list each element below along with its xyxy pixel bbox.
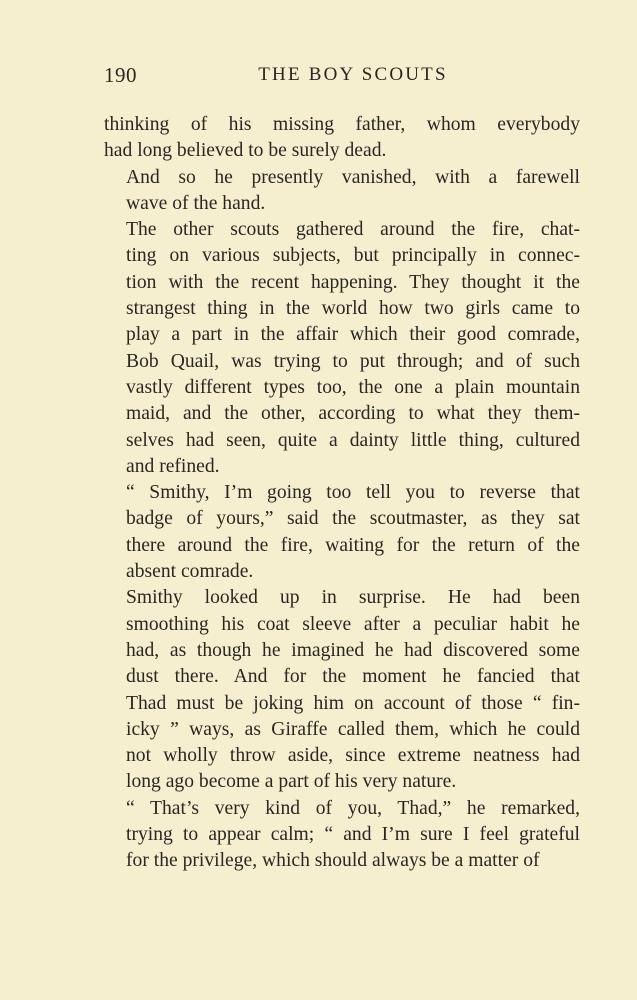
text-line: thinking of his missing father, whom everybody bbox=[104, 114, 580, 135]
text-line: “ That’s very kind of you, Thad,” he remarked, bbox=[126, 797, 580, 819]
paragraph bbox=[104, 165, 580, 218]
running-head: THE BOY SCOUTS bbox=[258, 64, 448, 85]
paragraph bbox=[104, 480, 580, 585]
text-line: tion with the recent happening. They thought it the bbox=[126, 271, 580, 293]
text-line: Bob Quail, was trying to put through; and of such bbox=[126, 350, 580, 372]
text-line: strangest thing in the world how two girls came to bbox=[126, 298, 580, 320]
text-line: The other scouts gathered around the fire, chat- bbox=[126, 219, 580, 241]
text-line: play a part in the affair which their good comrade, bbox=[126, 324, 580, 346]
text-line: And so he presently vanished, with a farewell bbox=[126, 166, 580, 188]
text-line: not wholly throw aside, since extreme neatness had bbox=[126, 745, 580, 767]
text-line: wave of the hand. bbox=[126, 192, 266, 214]
page-number: 190 bbox=[104, 63, 137, 87]
text-line: icky ” ways, as Giraffe called them, which he could bbox=[126, 718, 580, 740]
text-line: smoothing his coat sleeve after a peculiar habit he bbox=[126, 613, 580, 635]
text-line: trying to appear calm; “ and I’m sure I feel grateful bbox=[126, 824, 580, 846]
text-line: badge of yours,” said the scoutmaster, as they sat bbox=[126, 508, 580, 530]
text-line: had, as though he imagined he had discovered some bbox=[126, 639, 580, 661]
text-line: selves had seen, quite a dainty little thing, cultured bbox=[126, 429, 580, 451]
text-line: Thad must be joking him on account of those “ fin- bbox=[126, 692, 580, 714]
body-text bbox=[104, 112, 580, 875]
page-header bbox=[104, 63, 580, 93]
paragraph bbox=[104, 585, 580, 795]
text-line: for the privilege, which should always be a matter of bbox=[126, 850, 540, 872]
text-line: Smithy looked up in surprise. He had been bbox=[126, 587, 580, 609]
text-line: long ago become a part of his very nature. bbox=[126, 771, 457, 793]
paragraph bbox=[104, 112, 580, 165]
text-line: there around the fire, waiting for the return of the bbox=[126, 534, 580, 556]
text-line: vastly different types too, the one a plain mountain bbox=[126, 376, 580, 398]
text-line: “ Smithy, I’m going too tell you to reverse that bbox=[126, 482, 580, 504]
text-line: maid, and the other, according to what they them- bbox=[126, 403, 580, 425]
text-line: had long believed to be surely dead. bbox=[104, 140, 387, 162]
paragraph bbox=[104, 796, 580, 875]
text-line: absent comrade. bbox=[126, 561, 254, 583]
text-line: and refined. bbox=[126, 455, 220, 477]
text-line: ting on various subjects, but principally in connec- bbox=[126, 245, 580, 267]
text-line: dust there. And for the moment he fancied that bbox=[126, 666, 580, 688]
paragraph bbox=[104, 217, 580, 480]
